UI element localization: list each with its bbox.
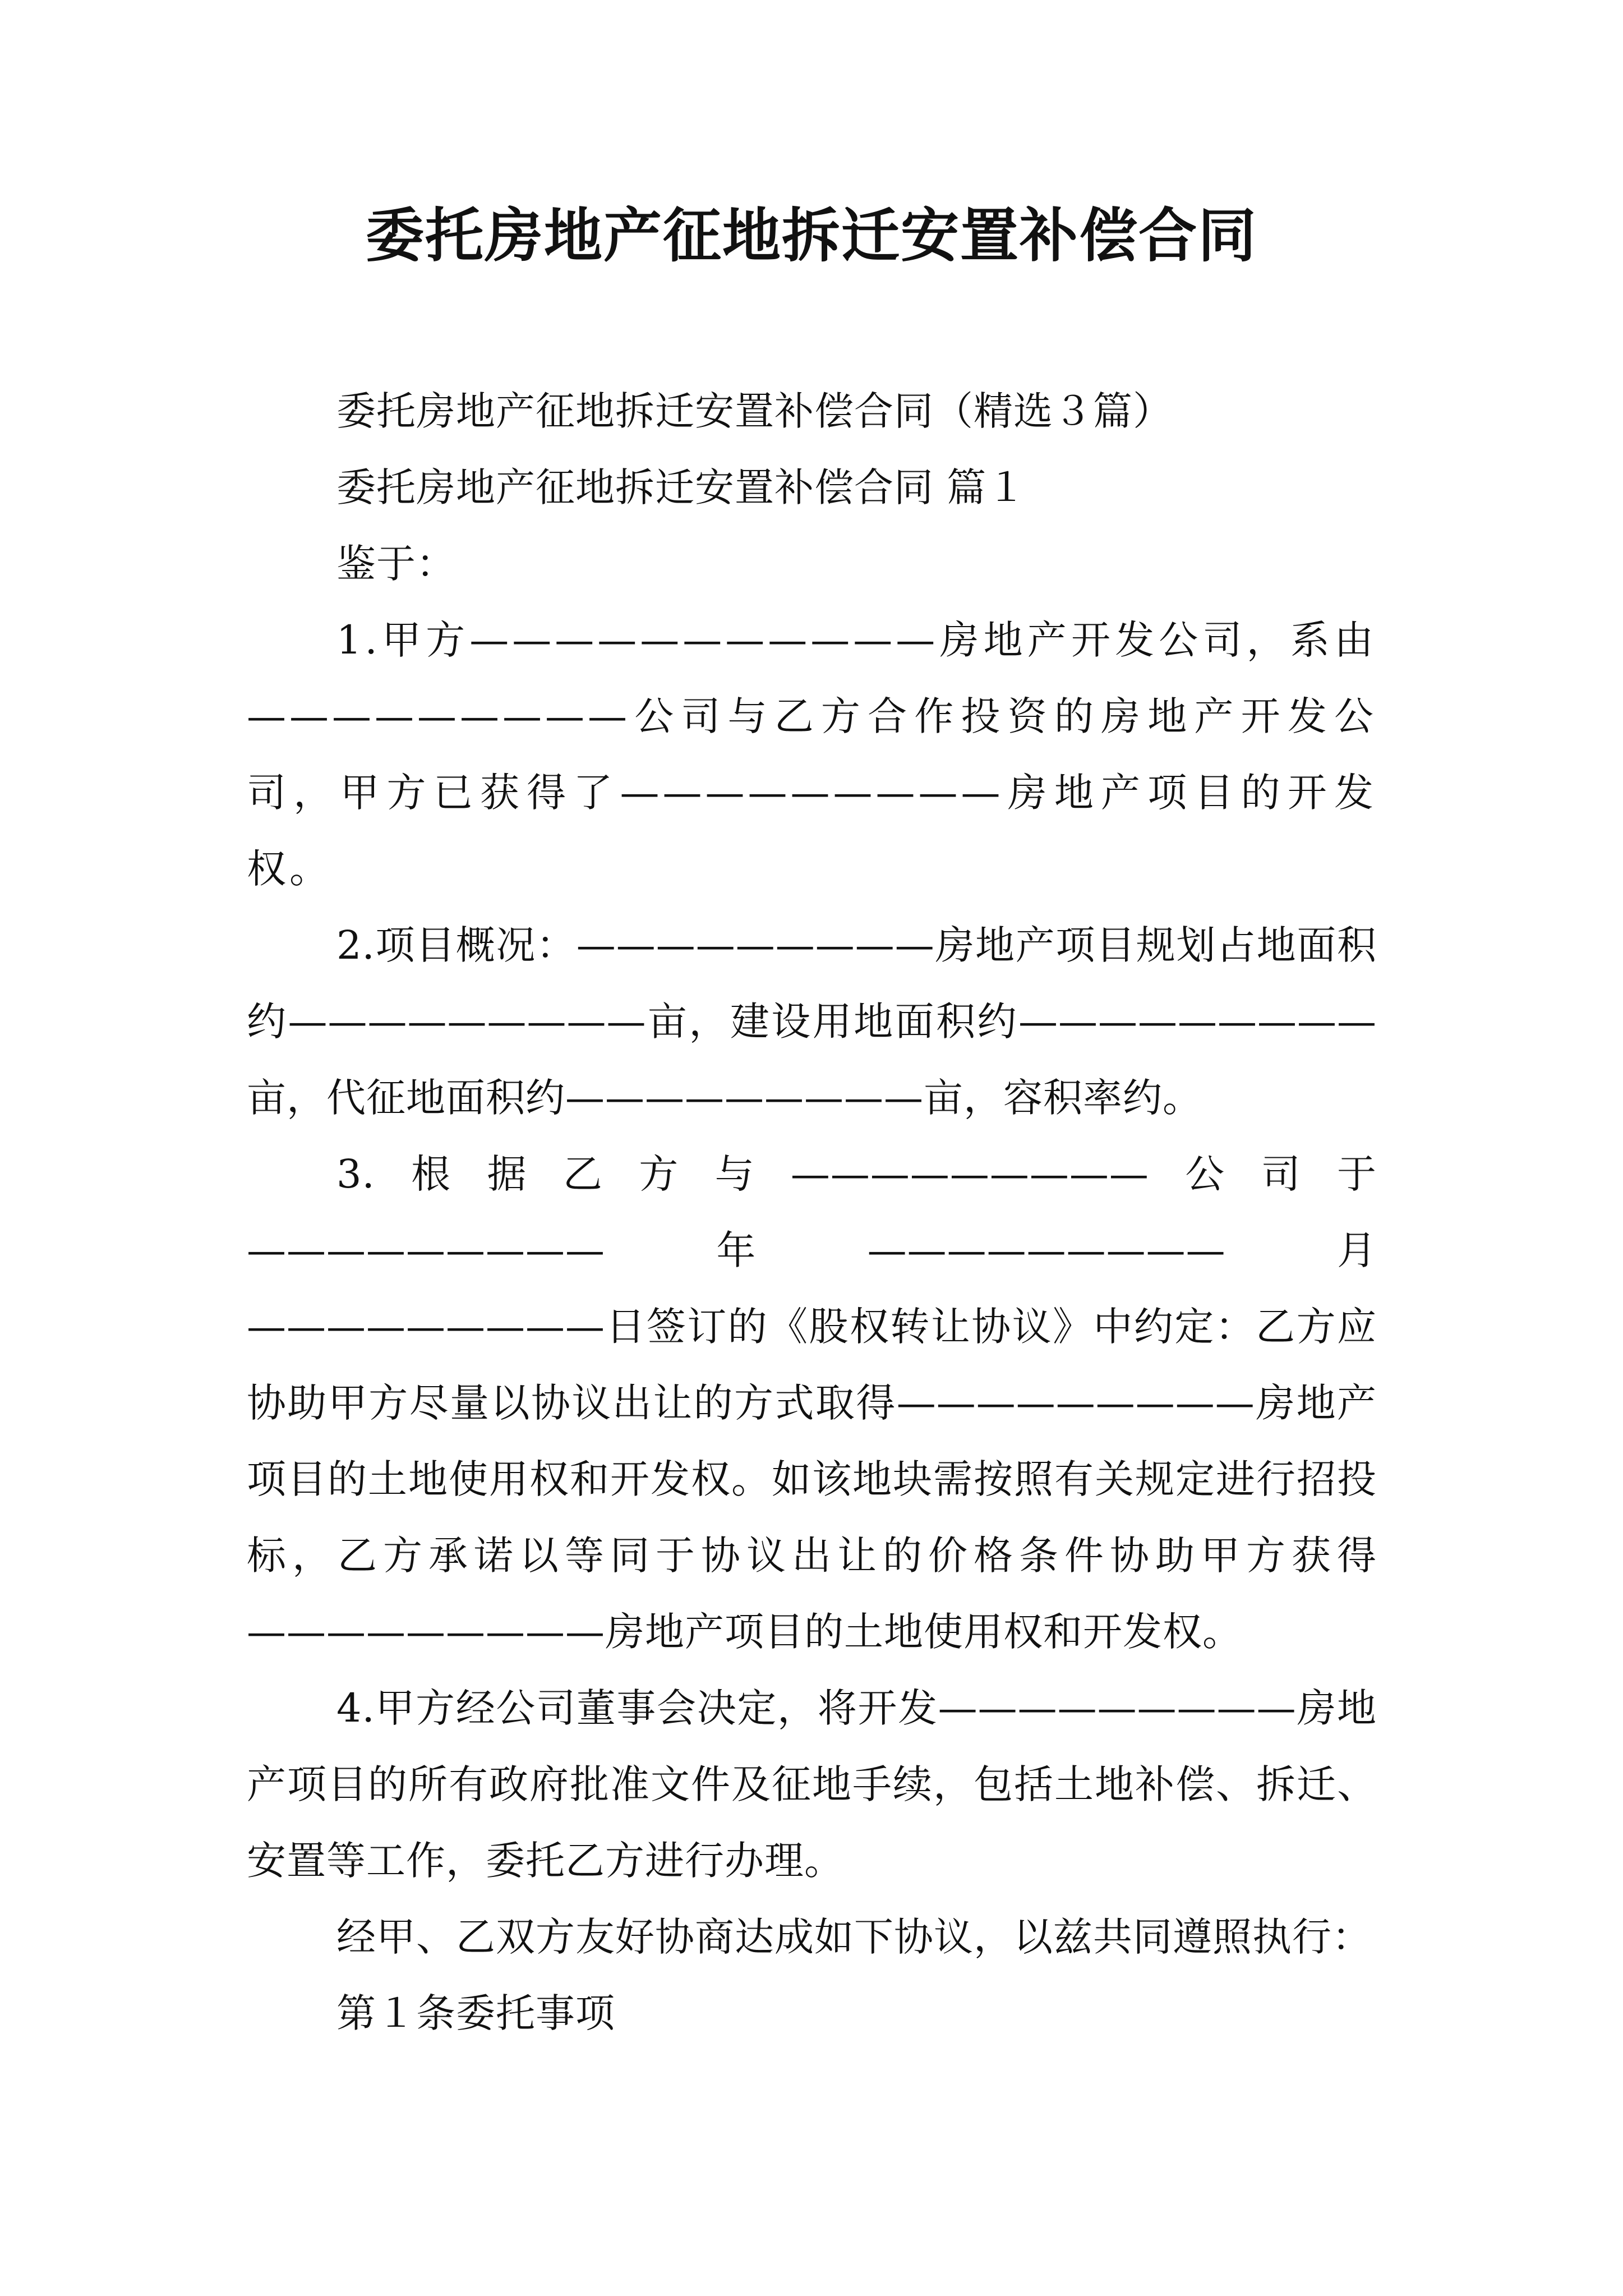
- paragraph-clause-3: 3.根据乙方与—————————公司于—————————年—————————月—————————日签订的《股权转让协议》中约定：乙方应协助甲方尽量以协议出让的方式取得—————————房地产项目的土地使用权和开发权。如该地块需按照有关规定进行招投标，乙方承诺以等同于协议出让的价格条件协助甲方获得—————————房地产项目的土地使用权和开发权。: [247, 1151, 1377, 1655]
- paragraph-clause-2: 2.项目概况：—————————房地产项目规划占地面积约—————————亩，建设用地面积约—————————亩，代征地面积约—————————亩，容积率约。: [247, 922, 1377, 1121]
- document-title: 委托房地产征地拆迁安置补偿合同: [365, 201, 1257, 270]
- paragraph-clause-1: 1.甲方———————————房地产开发公司，系由—————————公司与乙方合作投资的房地产开发公司，甲方已获得了—————————房地产项目的开发权。: [247, 617, 1377, 892]
- paragraph-clause-4: 4.甲方经公司董事会决定，将开发—————————房地产项目的所有政府批准文件及征地手续，包括土地补偿、拆迁、安置等工作，委托乙方进行办理。: [247, 1685, 1377, 1884]
- paragraph-whereas: 鉴于：: [336, 541, 456, 587]
- paragraph-subtitle: 委托房地产征地拆迁安置补偿合同（精选３篇）: [336, 388, 1173, 434]
- paragraph-agreement: 经甲、乙双方友好协商达成如下协议，以兹共同遵照执行：: [336, 1914, 1372, 1960]
- document-body: [247, 373, 1377, 2051]
- paragraph-article-1: 第１条委托事项: [336, 1990, 615, 2036]
- paragraph-part-heading: 委托房地产征地拆迁安置补偿合同 篇１: [336, 464, 1027, 510]
